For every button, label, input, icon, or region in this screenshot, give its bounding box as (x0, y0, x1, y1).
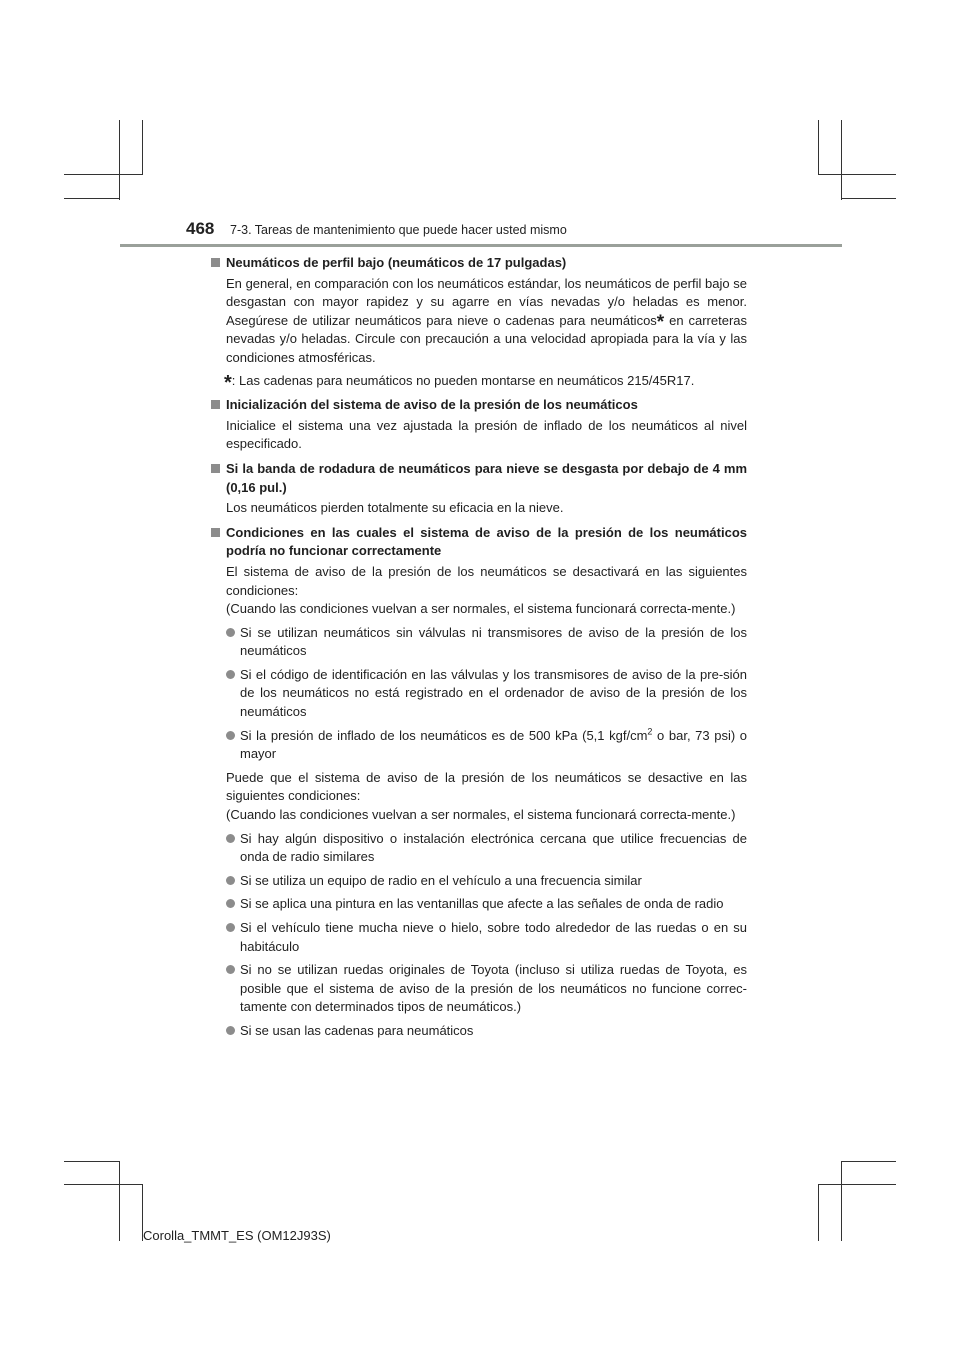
section-heading (210, 396, 747, 415)
heading-text: Neumáticos de perfil bajo (neumáticos de 17 pulgadas) (226, 255, 567, 270)
square-bullet-icon (211, 258, 220, 267)
list-item-text: Si el vehículo tiene mucha nieve o hielo, sobre todo alrededor de las ruedas o en su habitáculo (240, 920, 747, 954)
footnote-marker: * (224, 371, 232, 394)
section-tpms-conditions (210, 524, 747, 1041)
crop-mark (64, 1184, 143, 1185)
round-bullet-icon (226, 834, 235, 843)
list-item (210, 1022, 747, 1041)
crop-mark (818, 120, 819, 175)
list-item-text: Si no se utilizan ruedas originales de Toyota (incluso si utiliza ruedas de Toyota, es posible que el sistema de aviso de la presión de los neumáticos no funcione correc-tamente con determinados tipos de neumáticos.) (240, 962, 747, 1015)
paragraph (210, 275, 747, 368)
round-bullet-icon (226, 628, 235, 637)
section-snow-tire-wear (210, 460, 747, 518)
round-bullet-icon (226, 899, 235, 908)
section-low-profile-tires (210, 254, 747, 394)
list-item (210, 961, 747, 1017)
heading-text: Inicialización del sistema de aviso de la presión de los neumáticos (226, 397, 638, 413)
paragraph: Inicialice el sistema una vez ajustada la presión de inflado de los neumáticos al nivel especificado. (226, 417, 747, 452)
square-bullet-icon (211, 400, 220, 409)
list-item-text: Si la presión de inflado de los neumáticos es de 500 kPa (5,1 kgf/cm (240, 727, 648, 743)
paragraph: Puede que el sistema de aviso de la presión de los neumáticos se desactive en las siguientes condiciones: (226, 769, 747, 804)
crop-mark (119, 120, 120, 200)
list-item (210, 872, 747, 891)
list-item (210, 895, 747, 914)
footnote-marker: * (656, 311, 665, 333)
list-item (210, 727, 747, 764)
paragraph: (Cuando las condiciones vuelvan a ser normales, el sistema funcionará correcta-mente.) (226, 807, 736, 823)
superscript: 2 (647, 726, 653, 737)
header-rule (120, 244, 842, 247)
section-tpms-initialization (210, 396, 747, 454)
crop-mark (64, 174, 143, 175)
crop-mark (841, 1161, 896, 1162)
list-item (210, 919, 747, 956)
paragraph: Los neumáticos pierden totalmente su eficacia en la nieve. (226, 500, 564, 516)
round-bullet-icon (226, 731, 235, 740)
crop-mark (142, 120, 143, 175)
list-item-text: Si se aplica una pintura en las ventanillas que afecte a las señales de onda de radio (240, 896, 724, 912)
list-item (210, 624, 747, 661)
paragraph-text: En general, en comparación con los neumáticos estándar, los neumáticos de perfil bajo se desgastan con mayor rapidez y su agarre en vías nevadas y/o heladas es menor. Asegúrese de utilizar neumáticos para nieve o cadenas para neumáticos (226, 275, 747, 328)
footer-label: Corolla_TMMT_ES (OM12J93S) (143, 1228, 331, 1243)
square-bullet-icon (211, 528, 220, 537)
crop-mark (64, 1161, 120, 1162)
round-bullet-icon (226, 876, 235, 885)
paragraph-text: en carreteras nevadas y/o heladas. Circule con precaución a una velocidad apropiada para la vía y las condiciones atmosféricas. (226, 312, 747, 365)
crop-mark (818, 1184, 896, 1185)
section-heading (210, 254, 747, 273)
list-item-text: Si se usan las cadenas para neumáticos (240, 1022, 474, 1038)
footnote (210, 371, 747, 394)
crop-mark (818, 1184, 819, 1241)
round-bullet-icon (226, 670, 235, 679)
list-item-text: Si se utilizan neumáticos sin válvulas ni transmisores de aviso de la presión de los neumáticos (240, 624, 747, 659)
list-item (210, 830, 747, 867)
list-item (210, 666, 747, 722)
round-bullet-icon (226, 965, 235, 974)
list-item-text: Si se utiliza un equipo de radio en el vehículo a una frecuencia similar (240, 872, 642, 888)
list-item-text: Si el código de identificación en las válvulas y los transmisores de aviso de la pre-sión de los neumáticos no está registrado en el ordenador de aviso de la presión de los neumáticos (240, 666, 747, 720)
crop-mark (841, 120, 842, 200)
round-bullet-icon (226, 1026, 235, 1035)
list-item-text: Si hay algún dispositivo o instalación electrónica cercana que utilice frecuencias de onda de radio similares (240, 830, 747, 865)
crop-mark (818, 174, 896, 175)
list-item-text: o bar, 73 psi) o mayor (240, 727, 747, 762)
round-bullet-icon (226, 923, 235, 932)
page-content (210, 254, 747, 1047)
square-bullet-icon (211, 464, 220, 473)
section-heading (210, 524, 747, 561)
crop-mark (64, 198, 120, 199)
page-number: 468 (186, 219, 215, 238)
footnote-text: : Las cadenas para neumáticos no pueden montarse en neumáticos 215/45R17. (231, 372, 695, 388)
crop-mark (119, 1161, 120, 1241)
heading-text: Si la banda de rodadura de neumáticos para nieve se desgasta por debajo de 4 mm (0,16 pul.) (226, 460, 747, 495)
crop-mark (841, 1161, 842, 1241)
paragraph: (Cuando las condiciones vuelvan a ser normales, el sistema funcionará correcta-mente.) (226, 601, 736, 617)
section-title: 7-3. Tareas de mantenimiento que puede hacer usted mismo (230, 223, 567, 237)
section-heading (210, 460, 747, 497)
heading-text: Condiciones en las cuales el sistema de aviso de la presión de los neumáticos podría no funcionar correctamente (226, 524, 747, 559)
crop-mark (841, 198, 896, 199)
paragraph: El sistema de aviso de la presión de los neumáticos se desactivará en las siguientes condiciones: (226, 563, 747, 598)
